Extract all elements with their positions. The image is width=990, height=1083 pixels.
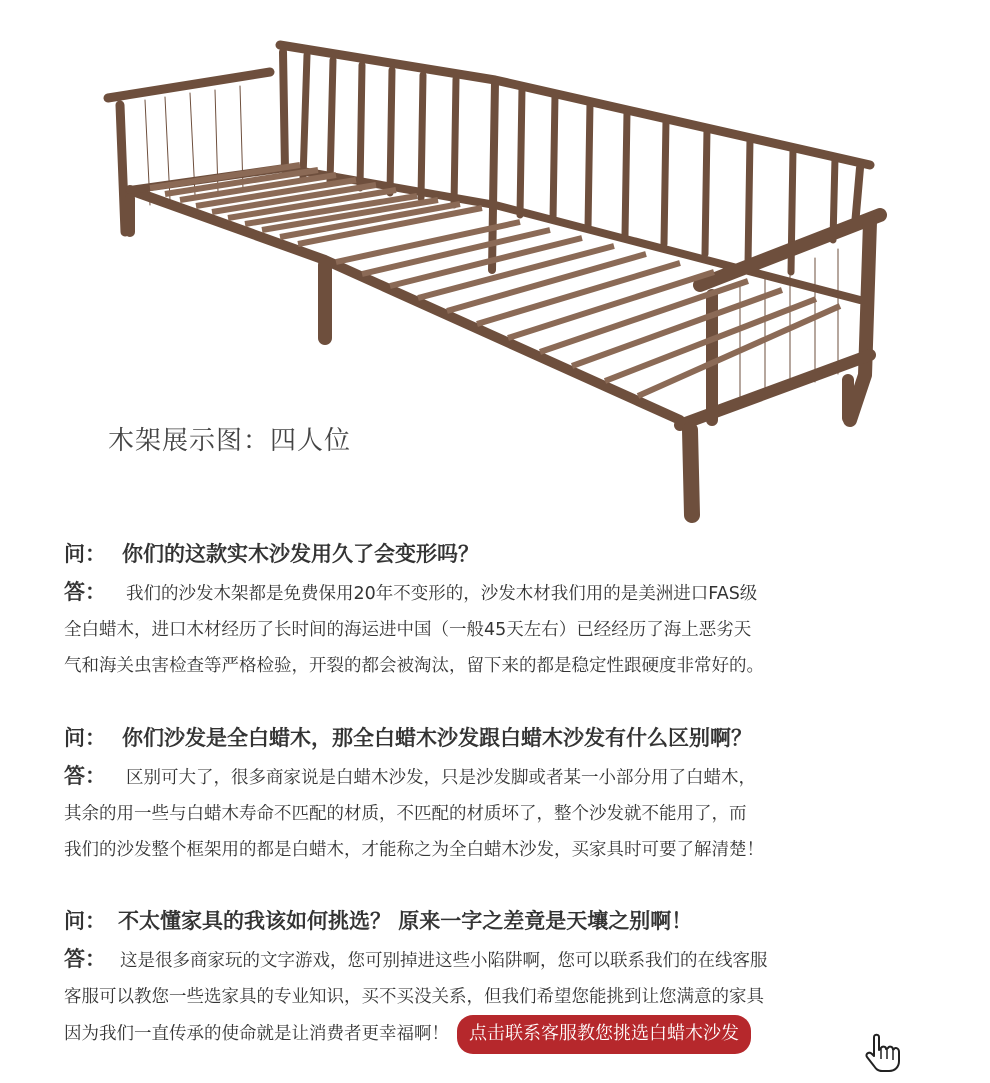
faq-answer bbox=[64, 574, 944, 684]
answer-label: 答： bbox=[64, 580, 106, 604]
answer-line: 区别可大了，很多商家说是白蜡木沙发，只是沙发脚或者某一小部分用了白蜡木， bbox=[126, 768, 756, 788]
answer-line: 客服可以教您一些选家具的专业知识，买不买没关系，但我们希望您能挑到让您满意的家具 bbox=[64, 987, 764, 1007]
faq-question bbox=[64, 722, 944, 752]
question-label: 问： bbox=[64, 726, 106, 750]
answer-line: 因为我们一直传承的使命就是让消费者更幸福啊！ bbox=[64, 1024, 449, 1044]
answer-line: 其余的用一些与白蜡木寿命不匹配的材质，不匹配的材质坏了，整个沙发就不能用了，而 bbox=[64, 804, 747, 824]
answer-label: 答： bbox=[64, 764, 106, 788]
answer-line: 我们的沙发整个框架用的都是白蜡木，才能称之为全白蜡木沙发，买家具时可要了解清楚！ bbox=[64, 840, 764, 860]
question-text: 你们沙发是全白蜡木，那全白蜡木沙发跟白蜡木沙发有什么区别啊？ bbox=[122, 726, 752, 750]
faq-answer bbox=[64, 758, 944, 868]
answer-line: 我们的沙发木架都是免费保用20年不变形的，沙发木材我们用的是美洲进口FAS级 bbox=[126, 584, 758, 604]
hand-pointer-icon bbox=[864, 1033, 900, 1073]
image-caption: 木架展示图：四人位 bbox=[108, 426, 352, 456]
faq-item bbox=[64, 905, 944, 1054]
answer-line: 气和海关虫害检查等严格检验，开裂的都会被淘汰，留下来的都是稳定性跟硬度非常好的。 bbox=[64, 656, 764, 676]
faq-question bbox=[64, 905, 944, 935]
question-label: 问： bbox=[64, 909, 106, 933]
answer-line: 全白蜡木，进口木材经历了长时间的海运进中国（一般45天左右）已经经历了海上恶劣天 bbox=[64, 620, 752, 640]
faq-item bbox=[64, 538, 944, 684]
faq-item bbox=[64, 722, 944, 868]
question-text: 你们的这款实木沙发用久了会变形吗？ bbox=[122, 542, 479, 566]
answer-label: 答： bbox=[64, 947, 106, 971]
question-text: 不太懂家具的我该如何挑选？ 原来一字之差竟是天壤之别啊！ bbox=[118, 909, 693, 933]
faq-question bbox=[64, 538, 944, 568]
contact-service-button[interactable]: 点击联系客服教您挑选白蜡木沙发 bbox=[457, 1015, 751, 1054]
question-label: 问： bbox=[64, 542, 106, 566]
answer-line: 这是很多商家玩的文字游戏，您可别掉进这些小陷阱啊，您可以联系我们的在线客服 bbox=[120, 951, 768, 971]
faq-answer bbox=[64, 941, 944, 1054]
